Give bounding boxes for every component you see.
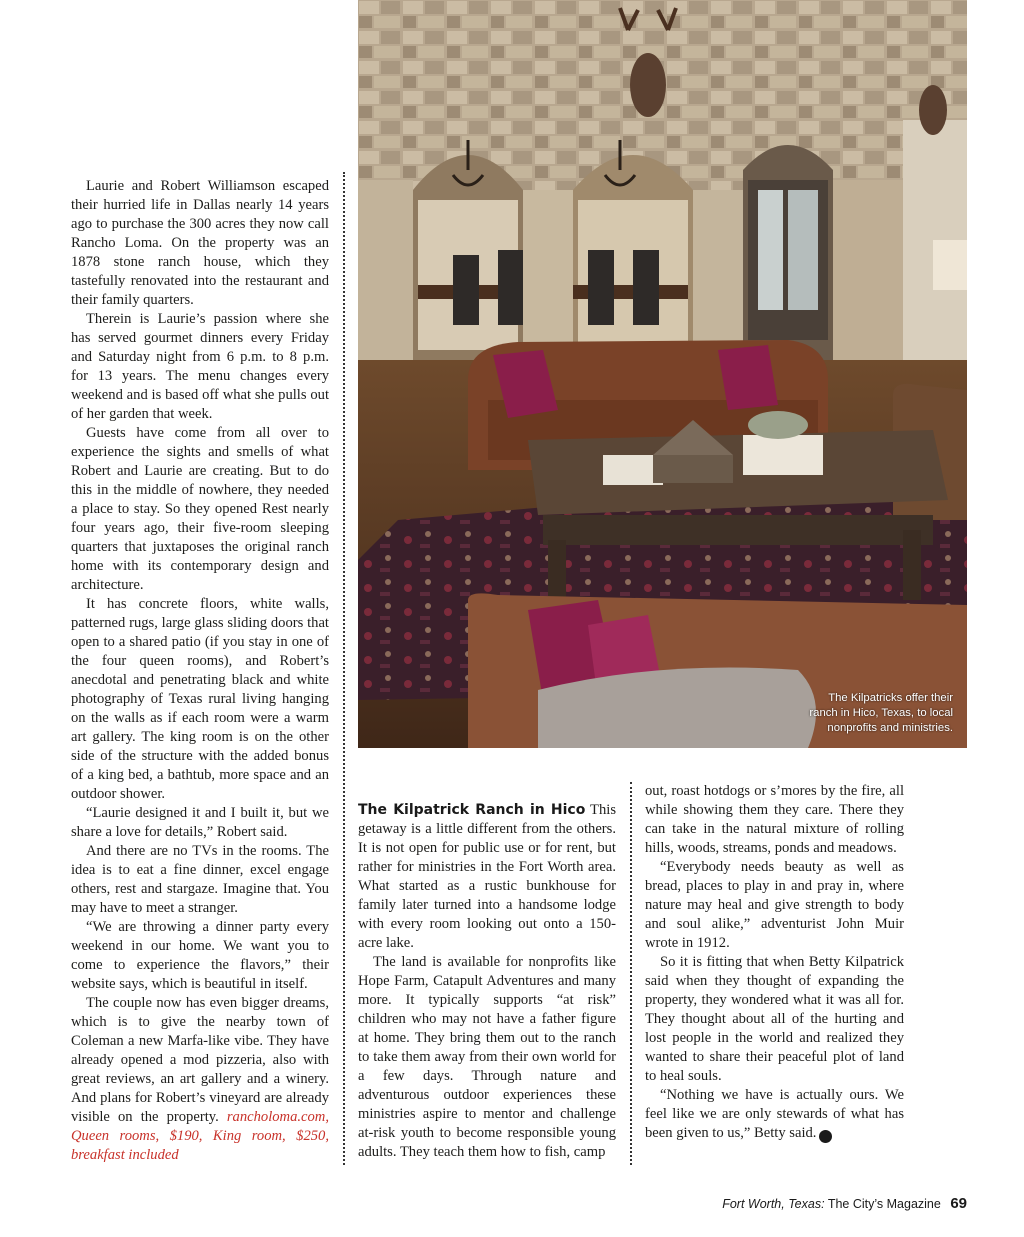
photo-illustration xyxy=(358,0,967,748)
page-number: 69 xyxy=(950,1195,967,1212)
column-divider xyxy=(343,172,345,1165)
paragraph: And there are no TVs in the rooms. The idea is to eat a fine dinner, excel engage others, rest and stargaze. Imagine that. You may have to meet a stranger. xyxy=(71,843,329,916)
listing-info[interactable]: rancholoma.com, Queen rooms, $190, King room, $250, breakfast included xyxy=(71,1109,329,1163)
paragraph: It has concrete floors, white walls, patterned rugs, large glass sliding doors that open to a shared patio (if you stay in one of the four queen rooms), and Robert’s anecdotal and penetrating black and white photography of Texas rural living hanging on the walls as if each room were a warm art gallery. The king room is on the other side of the structure with the added bonus of a king bed, a bathtub, more space and an outdoor shower. xyxy=(71,596,329,802)
paragraph: So it is fitting that when Betty Kilpatrick said when they thought of expanding the property, they wondered what it was all for. They thought about all of the hurting and lost people in the world and realized they wanted to share their peaceful plot of land to heal souls. xyxy=(645,954,904,1084)
paragraph: “Laurie designed it and I built it, but we share a love for details,” Robert said. xyxy=(71,805,329,840)
end-mark-icon: fw xyxy=(819,1130,832,1143)
paragraph: out, roast hotdogs or s’mores by the fire, all while showing them they care. There they can take in the natural mixture of rolling hills, woods, streams, ponds and meadows. xyxy=(645,783,904,856)
paragraph: Guests have come from all over to experience the sights and smells of what Robert and Laurie are creating. But to do this in the middle of nowhere, they needed a place to stay. So they opened Rest nearly four years ago, their five-room sleeping quarters that juxtaposes the original ranch home with its contemporary design and architecture. xyxy=(71,425,329,593)
article-column-1 xyxy=(71,177,329,1165)
section-intro xyxy=(358,801,616,953)
paragraph xyxy=(71,994,329,1165)
paragraph: Laurie and Robert Williamson escaped their hurried life in Dallas nearly 14 years ago to purchase the 300 acres they now call Rancho Loma. On the property was an 1878 stone ranch house, which they tastefully renovated into the restaurant and their family quarters. xyxy=(71,178,329,308)
magazine-name: Fort Worth, Texas: xyxy=(722,1197,825,1211)
article-column-3 xyxy=(645,782,904,1143)
paragraph: “Everybody needs beauty as well as bread, places to play in and pray in, where nature may heal and give strength to body and soul alike,” adventurist John Muir wrote in 1912. xyxy=(645,859,904,951)
paragraph: The land is available for nonprofits like Hope Farm, Catapult Adventures and many more. It typically supports “at risk” children who may not have a father figure at home. They bring them out to the ranch to take them away from their own world for a few days. Through nature and adventurous outdoor experiences these ministries aspire to mentor and challenge at-risk youth to become responsible young adults. They teach them how to fish, camp xyxy=(358,954,616,1160)
magazine-tagline: The City’s Magazine xyxy=(827,1197,941,1211)
paragraph xyxy=(645,1086,904,1143)
lodge-interior-photo xyxy=(358,0,967,748)
paragraph-text: “Nothing we have is actually ours. We feel like we are only stewards of what has been given to us,” Betty said. xyxy=(645,1087,904,1141)
page-footer xyxy=(722,1195,967,1212)
section-subhead: The Kilpatrick Ranch in Hico xyxy=(358,802,586,818)
paragraph: Therein is Laurie’s passion where she has served gourmet dinners every Friday and Saturday night from 6 p.m. to 8 p.m. for 13 years. The menu changes every weekend and is based off what she pulls out of her garden that week. xyxy=(71,311,329,422)
photo-caption: The Kilpatricks offer their ranch in Hico, Texas, to local nonprofits and ministries. xyxy=(809,692,953,734)
column-divider xyxy=(630,782,632,1165)
paragraph: “We are throwing a dinner party every weekend in our home. We want you to come to experience the flavors,” their website says, which is beautiful in itself. xyxy=(71,919,329,992)
article-column-2 xyxy=(358,801,616,1162)
paragraph-text: This getaway is a little different from the others. It is not open for public use or for rent, but rather for ministries in the Fort Worth area. What started as a rustic bunkhouse for family later turned into a handsome lodge with every room looking out onto a 150-acre lake. xyxy=(358,802,616,951)
paragraph-text: The couple now has even bigger dreams, which is to give the nearby town of Coleman a new Marfa-like vibe. They have already opened a mod pizzeria, also with great reviews, an art gallery and a winery. And plans for Robert’s vineyard are already visible on the property. xyxy=(71,995,329,1125)
